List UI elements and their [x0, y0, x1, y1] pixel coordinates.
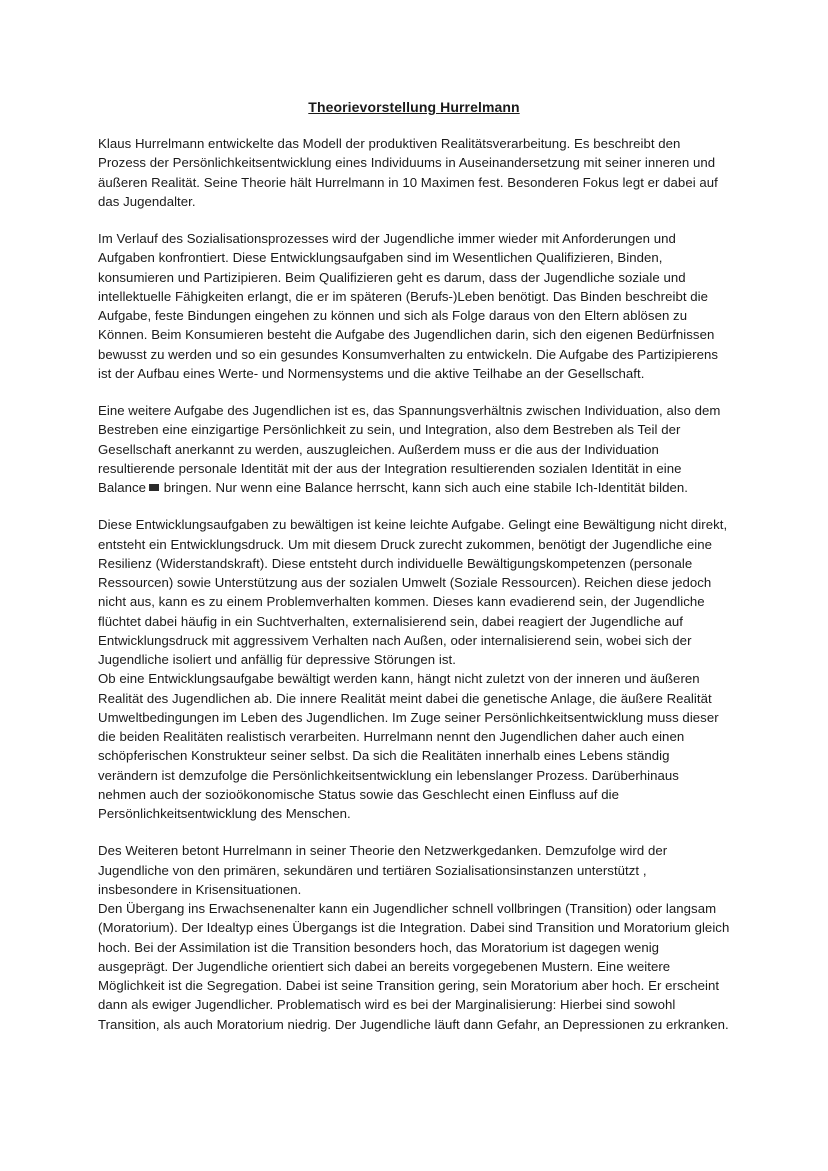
- paragraph-individuation-integration: [98, 401, 730, 497]
- paragraph-realitaet: Ob eine Entwicklungsaufgabe bewältigt werden kann, hängt nicht zuletzt von der inneren und äußeren Realität des Jugendlichen ab. Die innere Realität meint dabei die genetische Anlage, die äußere Realität Umweltbedingungen im Leben des Jugendlichen. Im Zuge seiner Persönlichkeitsentwicklung muss dieser die beiden Realitäten realistisch verarbeiten. Hurrelmann nennt den Jugendlichen daher auch einen schöpferischen Konstrukteur seiner selbst. Da sich die Realitäten innerhalb eines Lebens ständig verändern ist demzufolge die Persönlichkeitsentwicklung ein lebenslanger Prozess. Darüberhinaus nehmen auch der sozioökonomische Status sowie das Geschlecht einen Einfluss auf die Persönlichkeitsentwicklung des Menschen.: [98, 671, 719, 821]
- document-body: [98, 134, 730, 1052]
- paragraph-intro: Klaus Hurrelmann entwickelte das Modell der produktiven Realitätsverarbeitung. Es beschreibt den Prozess der Persönlichkeitsentwicklung eines Individuums in Auseinandersetzung mit seiner inneren und äußeren Realität. Seine Theorie hält Hurrelmann in 10 Maximen fest. Besonderen Fokus legt er dabei auf das Jugendalter.: [98, 136, 718, 209]
- paragraph-entwicklungsaufgaben: Im Verlauf des Sozialisationsprozesses wird der Jugendliche immer wieder mit Anforderungen und Aufgaben konfrontiert. Diese Entwicklungsaufgaben sind im Wesentlichen Qualifizieren, Binden, konsumieren und Partizipieren. Beim Qualifizieren geht es darum, dass der Jugendliche soziale und intellektuelle Fähigkeiten erlangt, die er im späteren (Berufs-)Leben benötigt. Das Binden beschreibt die Aufgabe, feste Bindungen eingehen zu können und sich als Folge daraus von den Eltern ablösen zu Können. Beim Konsumieren besteht die Aufgabe des Jugendlichen darin, sich den eigenen Bedürfnissen bewusst zu werden und so ein gesundes Konsumverhalten zu entwickeln. Die Aufgabe des Partizipierens ist der Aufbau eines Werte- und Normensystems und die aktive Teilhabe an der Gesellschaft.: [98, 231, 718, 381]
- scribble-mark: [149, 484, 159, 491]
- paragraph-uebergang: Den Übergang ins Erwachsenenalter kann ein Jugendlicher schnell vollbringen (Transition) oder langsam (Moratorium). Der Idealtyp eines Übergangs ist die Integration. Dabei sind Transition und Moratorium gleich hoch. Bei der Assimilation ist die Transition besonders hoch, das Moratorium ist dagegen wenig ausgeprägt. Der Jugendliche orientiert sich dabei an bereits vorgegebenen Mustern. Eine weitere Möglichkeit ist die Segregation. Dabei ist seine Transition gering, sein Moratorium aber hoch. Er erscheint dann als ewiger Jugendlicher. Problematisch wird es bei der Marginalisierung: Hierbei sind sowohl Transition, als auch Moratorium niedrig. Der Jugendliche läuft dann Gefahr, an Depressionen zu erkranken.: [98, 901, 730, 1032]
- paragraph-netzwerk: Des Weiteren betont Hurrelmann in seiner Theorie den Netzwerkgedanken. Demzufolge wird der Jugendliche von den primären, sekundären und tertiären Sozialisationsinstanzen unterstützt , insbesondere in Krisensituationen.: [98, 843, 668, 897]
- paragraph-bewaeltigung: Diese Entwicklungsaufgaben zu bewältigen ist keine leichte Aufgabe. Gelingt eine Bewältigung nicht direkt, entsteht ein Entwicklungsdruck. Um mit diesem Druck zurecht zukommen, benötigt der Jugendliche eine Resilienz (Widerstandskraft). Diese entsteht durch individuelle Bewältigungskompetenzen (personale Ressourcen) sowie Unterstützung aus der sozialen Umwelt (Soziale Ressourcen). Reichen diese jedoch nicht aus, kann es zu einem Problemverhalten kommen. Dieses kann evadierend sein, der Jugendliche flüchtet dabei häufig in ein Suchtverhalten, externalisierend sein, dabei reagiert der Jugendliche auf Entwicklungsdruck mit aggressivem Verhalten nach Außen, oder internalisierend sein, wobei sich der Jugendliche isoliert und anfällig für depressive Störungen ist.: [98, 517, 728, 667]
- paragraph-text-part: Eine weitere Aufgabe des Jugendlichen ist es, das Spannungsverhältnis zwischen Individuation, also dem Bestreben eine einzigartige Persönlichkeit zu sein, und Integration, also dem Bestreben als Teil der Gesellschaft anerkannt zu werden, auszugleichen. Außerdem muss er die aus der Individuation resultierende personale Identität mit der aus der Integration resultierenden sozialen Identität in eine Balance: [98, 403, 721, 495]
- paragraph-text-part: bringen. Nur wenn eine Balance herrscht, kann sich auch eine stabile Ich-Identität bilden.: [163, 480, 688, 495]
- document-title: Theorievorstellung Hurrelmann: [308, 99, 520, 115]
